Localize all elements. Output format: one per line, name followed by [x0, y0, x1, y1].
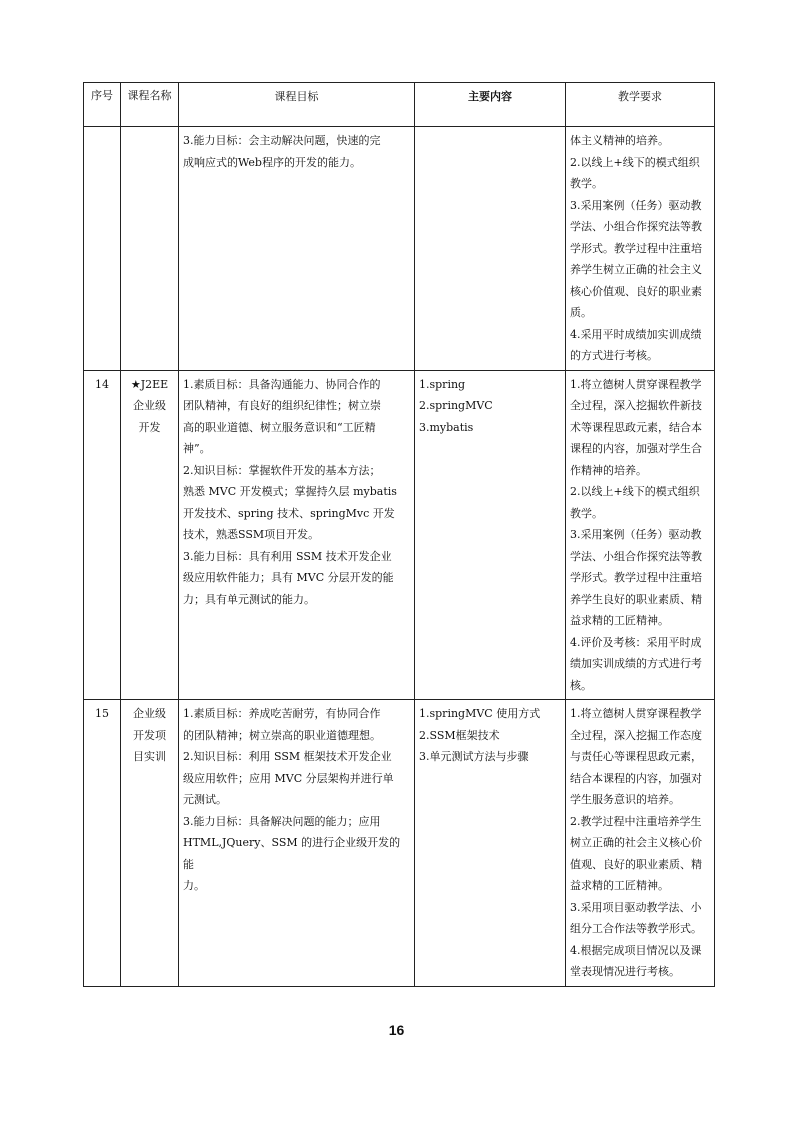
course-goals — [179, 127, 415, 371]
course-name-line: ★J2EE — [130, 377, 169, 391]
goals-line: 力。 — [183, 879, 205, 892]
requirements-line: 教学。 — [570, 506, 603, 520]
requirements-line: 学生服务意识的培养。 — [570, 793, 680, 806]
content-line: 1.spring — [419, 377, 466, 391]
content-line: 3.mybatis — [419, 420, 474, 434]
header-course-name: 课程名称 — [121, 83, 179, 127]
requirements-line: 益求精的工匠精神。 — [570, 614, 669, 627]
course-requirements — [566, 127, 715, 371]
course-name — [121, 127, 179, 371]
header-course-goals: 课程目标 — [179, 83, 415, 127]
requirements-line: 术等课程思政元素，结合本 — [570, 420, 702, 434]
requirements-line: 4.根据完成项目情况以及课 — [570, 943, 702, 957]
requirements-line: 堂表现情况进行考核。 — [570, 965, 680, 978]
curriculum-table — [83, 82, 715, 987]
goals-line: 力；具有单元测试的能力。 — [183, 592, 315, 606]
course-name-line: 开发 — [138, 420, 161, 434]
course-name-line: 开发项 — [133, 728, 166, 742]
requirements-line: 3.采用项目驱动教学法、小 — [570, 900, 702, 914]
goals-line: HTML,JQuery、SSM 的进行企业级开发的能 — [183, 836, 401, 871]
goals-line: 3.能力目标：会主动解决问题，快速的完 — [183, 134, 381, 147]
row-number: 15 — [84, 700, 121, 987]
content-line: 2.springMVC — [419, 399, 493, 412]
table-header-row — [84, 83, 715, 127]
goals-line: 2.知识目标：掌握软件开发的基本方法； — [183, 463, 381, 477]
requirements-line: 树立正确的社会主义核心价 — [570, 836, 702, 849]
goals-line: 神”。 — [183, 442, 211, 455]
goals-line: 级应用软件；应用 MVC 分层架构并进行单 — [183, 771, 394, 785]
requirements-line: 全过程，深入挖掘软件新技 — [570, 399, 702, 412]
header-main-content: 主要内容 — [415, 83, 566, 127]
goals-line: 技术，熟悉SSM项目开发。 — [183, 528, 320, 541]
goals-line: 团队精神，有良好的组织纪律性；树立崇 — [183, 399, 381, 412]
goals-line: 元测试。 — [183, 793, 227, 806]
requirements-line: 值观、良好的职业素质、精 — [570, 857, 702, 871]
requirements-line: 课程的内容，加强对学生合 — [570, 442, 702, 455]
course-goals — [179, 370, 415, 700]
requirements-line: 养学生树立正确的社会主义 — [570, 263, 702, 276]
requirements-line: 质。 — [570, 306, 592, 319]
table-row — [84, 700, 715, 987]
goals-line: 开发技术、spring 技术、springMvc 开发 — [183, 506, 395, 520]
requirements-line: 2.教学过程中注重培养学生 — [570, 814, 702, 828]
requirements-line: 全过程，深入挖掘工作态度 — [570, 728, 702, 742]
requirements-line: 2.以线上+线下的模式组织 — [570, 155, 700, 169]
requirements-line: 体主义精神的培养。 — [570, 134, 669, 147]
row-number — [84, 127, 121, 371]
course-name-line: 企业级 — [133, 707, 166, 720]
table-row — [84, 127, 715, 371]
course-name-line: 目实训 — [133, 750, 166, 763]
header-no: 序号 — [84, 83, 121, 127]
requirements-line: 养学生良好的职业素质、精 — [570, 592, 702, 606]
requirements-line: 与责任心等课程思政元素， — [570, 750, 702, 763]
table-row — [84, 370, 715, 700]
course-requirements — [566, 700, 715, 987]
goals-line: 2.知识目标：利用 SSM 框架技术开发企业 — [183, 750, 392, 763]
course-name — [121, 370, 179, 700]
course-name-line: 企业级 — [133, 399, 166, 412]
requirements-line: 的方式进行考核。 — [570, 349, 658, 362]
course-goals — [179, 700, 415, 987]
goals-line: 级应用软件能力；具有 MVC 分层开发的能 — [183, 571, 394, 584]
course-content — [415, 127, 566, 371]
requirements-line: 1.将立德树人贯穿课程教学 — [570, 377, 702, 391]
goals-line: 1.素质目标：养成吃苦耐劳，有协同合作 — [183, 707, 381, 720]
course-requirements — [566, 370, 715, 700]
requirements-line: 结合本课程的内容，加强对 — [570, 771, 702, 785]
course-content — [415, 370, 566, 700]
goals-line: 成响应式的Web程序的开发的能力。 — [183, 155, 361, 169]
content-line: 2.SSM框架技术 — [419, 728, 500, 742]
goals-line: 的团队精神；树立崇高的职业道德理想。 — [183, 728, 381, 742]
requirements-line: 教学。 — [570, 177, 603, 190]
requirements-line: 核。 — [570, 678, 592, 692]
requirements-line: 组分工合作法等教学形式。 — [570, 922, 702, 935]
requirements-line: 益求精的工匠精神。 — [570, 879, 669, 892]
requirements-line: 学法、小组合作探究法等教 — [570, 220, 702, 233]
course-content — [415, 700, 566, 987]
page-number: 16 — [388, 1022, 405, 1038]
requirements-line: 3.采用案例（任务）驱动教 — [570, 528, 702, 541]
goals-line: 3.能力目标：具有利用 SSM 技术开发企业 — [183, 549, 392, 563]
requirements-line: 核心价值观、良好的职业素 — [570, 284, 702, 298]
requirements-line: 3.采用案例（任务）驱动教 — [570, 198, 702, 212]
content-line: 3.单元测试方法与步骤 — [419, 750, 529, 763]
requirements-line: 作精神的培养。 — [570, 463, 647, 477]
goals-line: 3.能力目标：具备解决问题的能力；应用 — [183, 814, 381, 828]
goals-line: 1.素质目标：具备沟通能力、协同合作的 — [183, 377, 381, 391]
requirements-line: 1.将立德树人贯穿课程教学 — [570, 707, 702, 720]
goals-line: 高的职业道德、树立服务意识和“工匠精 — [183, 420, 376, 434]
course-name — [121, 700, 179, 987]
requirements-line: 学形式。教学过程中注重培 — [570, 571, 702, 584]
goals-line: 熟悉 MVC 开发模式；掌握持久层 mybatis — [183, 485, 397, 498]
requirements-line: 绩加实训成绩的方式进行考 — [570, 657, 702, 670]
row-number: 14 — [84, 370, 121, 700]
content-line: 1.springMVC 使用方式 — [419, 707, 541, 720]
requirements-line: 4.采用平时成绩加实训成绩 — [570, 327, 702, 341]
requirements-line: 2.以线上+线下的模式组织 — [570, 485, 700, 498]
header-teaching-requirements: 教学要求 — [566, 83, 715, 127]
requirements-line: 4.评价及考核：采用平时成 — [570, 635, 702, 649]
requirements-line: 学法、小组合作探究法等教 — [570, 549, 702, 563]
requirements-line: 学形式。教学过程中注重培 — [570, 241, 702, 255]
